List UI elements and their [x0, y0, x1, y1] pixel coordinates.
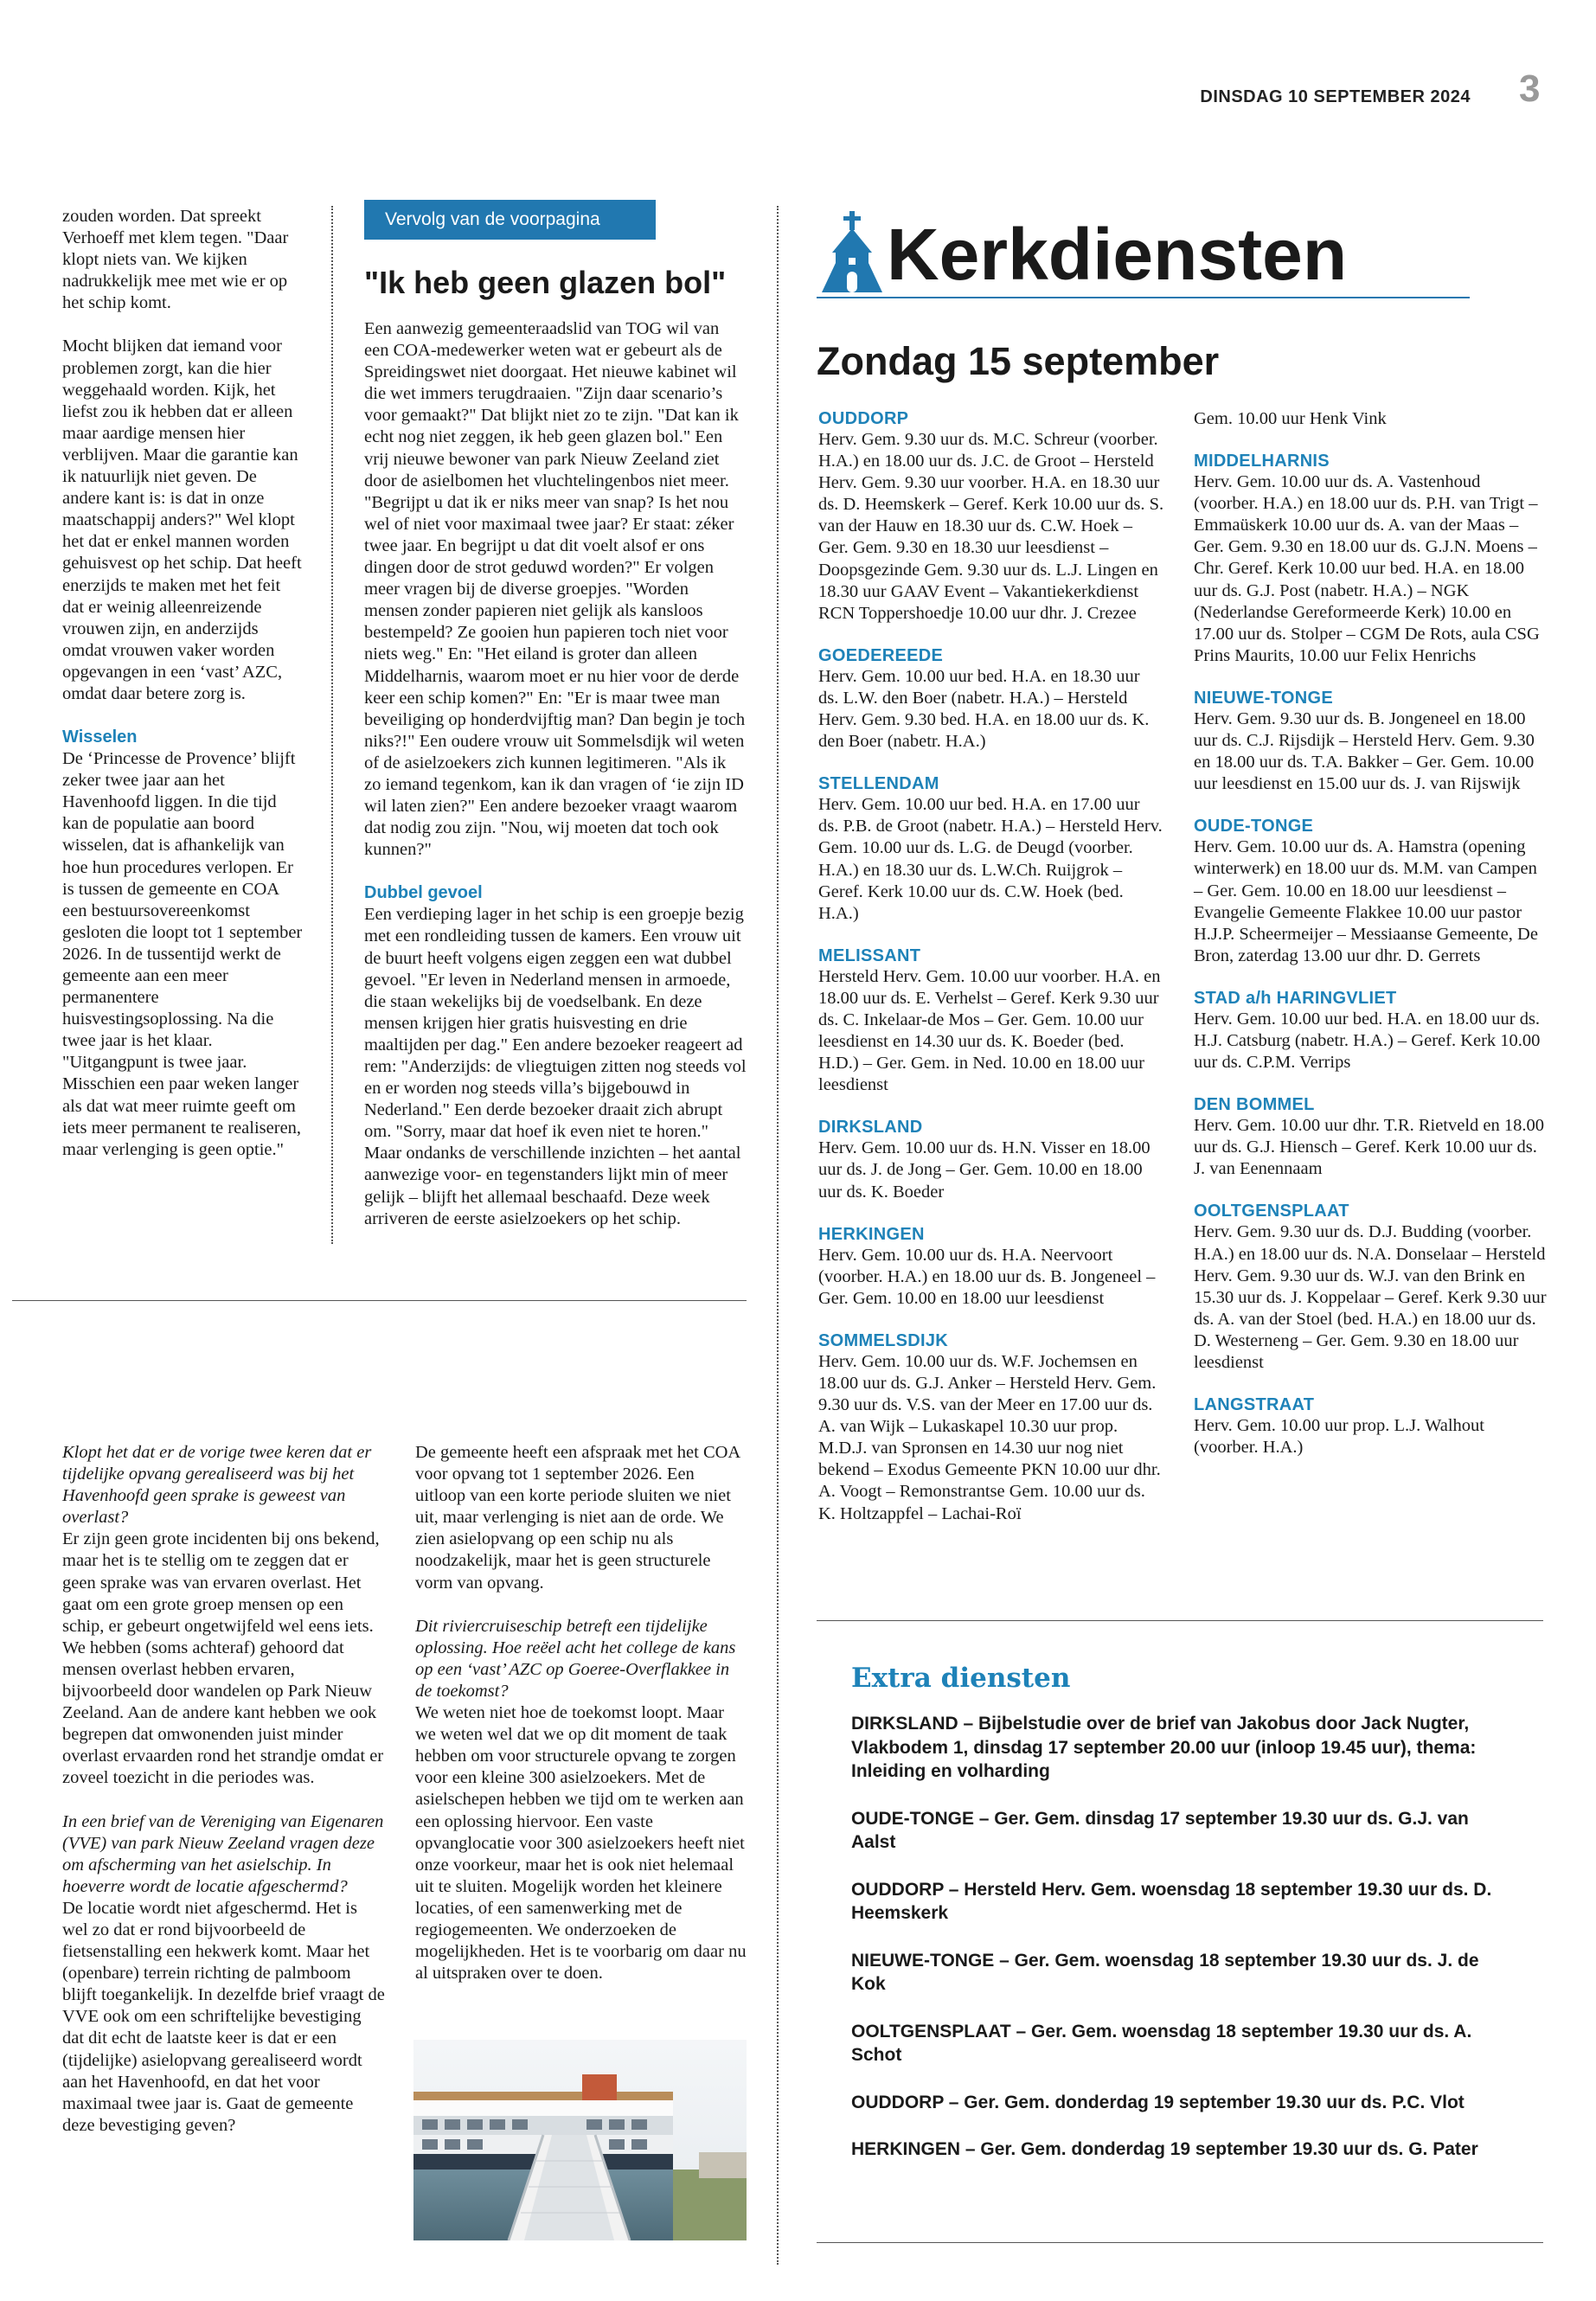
- question: Dit riviercruiseschip betreft een tijdelijke oplossing. Hoe reëel acht het college de kans op een ‘vast’ AZC op Goeree-Overflakkee in de toekomst?: [415, 1616, 736, 1701]
- paragraph: zouden worden. Dat spreekt Verhoeff met klem tegen. "Daar klopt niets van. We kijken nadrukkelijk mee met wie er op het schip komt.: [62, 207, 289, 313]
- service-block: [818, 773, 1164, 925]
- place-name: DEN BOMMEL: [1194, 1095, 1315, 1115]
- place-name: OUDDORP: [818, 409, 909, 428]
- subheading-wisselen: Wisselen: [62, 727, 138, 747]
- service-block: [1194, 688, 1548, 795]
- service-text-continued: Gem. 10.00 uur Henk Vink: [1194, 409, 1387, 428]
- header-date: DINSDAG 10 SEPTEMBER 2024: [1200, 87, 1471, 106]
- answer: Er zijn geen grote incidenten bij ons bekend, maar het is te stellig om te zeggen dat er geen sprake was van ervaren overlast. Het gaat om een grote groep mensen op een schip, er gebeurt ongetwijfeld wel eens iets. We hebben (soms achteraf) gehoord dat mensen overlast hebben ervaren, bijvoorbeeld door wandelen op Park Nieuw Zeeland. Aan de andere kant hebben we ook begrepen dat omwonenden juist minder overlast ervaarden rond het strandje omdat er zoveel toezicht in die periodes was.: [62, 1529, 384, 1788]
- ship-photo-illustration: [413, 2040, 747, 2240]
- service-text: Herv. Gem. 10.00 uur ds. W.F. Jochemsen en 18.00 uur ds. G.J. Anker – Hersteld Herv. Gem. 9.30 uur ds. V.S. van der Meer en 17.00 uur ds. A. van Wijk – Lukaskapel 10.30 uur prop. M.D.J. van Spronsen en 14.30 uur nog niet bekend – Exodus Gemeente PKN 10.00 uur dhr. A. Voogt – Remonstrantse Gem. 10.00 uur ds. K. Holtzappfel – Lachai-Roï: [818, 1351, 1161, 1523]
- article-column-2: [364, 318, 747, 1252]
- service-block: [818, 645, 1164, 753]
- page-number: 3: [1519, 67, 1541, 110]
- service-text: Herv. Gem. 10.00 uur bed. H.A. en 18.30 uur ds. L.W. den Boer (nabetr. H.A.) – Hersteld Herv. Gem. 9.30 bed. H.A. en 18.00 uur ds. K. den Boer (nabetr. H.A.): [818, 666, 1150, 752]
- extra-service-item: OUDE-TONGE – Ger. Gem. dinsdag 17 september 19.30 uur ds. G.J. van Aalst: [851, 1808, 1469, 1852]
- extra-service-item: NIEUWE-TONGE – Ger. Gem. woensdag 18 september 19.30 uur ds. J. de Kok: [851, 1950, 1479, 1994]
- place-name: OUDE-TONGE: [1194, 817, 1314, 836]
- place-name: LANGSTRAAT: [1194, 1395, 1315, 1415]
- extra-service-item: HERKINGEN – Ger. Gem. donderdag 19 september 19.30 uur ds. G. Pater: [851, 2139, 1478, 2159]
- subheading-dubbel-gevoel: Dubbel gevoel: [364, 883, 483, 903]
- service-text: Herv. Gem. 10.00 uur ds. H.A. Neervoort (voorber. H.A.) en 18.00 uur ds. B. Jongeneel – Ger. Gem. 10.00 en 18.00 uur leesdienst: [818, 1245, 1156, 1308]
- ship-photo: [413, 2040, 747, 2240]
- continuation-label: Vervolg van de voorpagina: [364, 200, 656, 240]
- section-divider: [817, 1620, 1543, 1621]
- place-name: STELLENDAM: [818, 774, 939, 794]
- paragraph: Een aanwezig gemeenteraadslid van TOG wil van een COA-medewerker weten wat er gebeurt als de Spreidingswet niet doorgaat. Het nieuwe kabinet wil die wet immers terugdraaien. "Zijn daar scenario’s voor gemaakt?" Dat blijkt niet zo te zijn. "Dat kan ik echt nog niet zeggen, ik heb geen glazen bol." Een vrij nieuwe bewoner van park Nieuw Zeeland ziet door de asielbomen het vluchtelingenbos niet meer. "Begrijpt u dat ik er niks meer van snap? Is het nou wel of niet voor maximaal twee jaar? Er staat: zéker twee jaar. En begrijpt u dat dit voelt alsof er ons dingen door de strot geduwd worden?" Er volgen meer vragen bij de diverse groepjes. "Worden mensen zonder papieren niet gelijk als kansloos bestempeld? Ze gooien hun papieren toch niet voor niets weg." En: "Het eiland is groter dan alleen Middelharnis, waarom moet er nu hier voor de derde keer een schip komen?" En: "Er is maar twee man beveiliging op honderdvijftig man? Dan begin je toch niks?!" Een oudere vrouw uit Sommelsdijk wil weten of de asielzoekers zich kunnen legitimeren. "Als ik zo iemand tegenkom, kan ik dan vragen of ‘ie zijn ID wil laten zien?" Een andere bezoeker vraagt waarom dat nodig zou zijn. "Nou, wij moeten dat toch ook kunnen?": [364, 319, 746, 860]
- service-text: Herv. Gem. 10.00 uur ds. A. Vastenhoud (voorber. H.A.) en 18.00 uur ds. P.H. van Trigt – Emmaüskerk 10.00 uur ds. A. van der Maas – Ger. Gem. 9.30 en 18.00 uur ds. G.J.N. Moens – Chr. Geref. Kerk 10.00 uur bed. H.A. en 18.00 uur ds. G.J. Post (nabetr. H.A.) – NGK (Nederlandse Gereformeerde Kerk) 10.00 en 17.00 uur ds. Stolper – CGM De Rots, aula CSG Prins Maurits, 10.00 uur Felix Henrichs: [1194, 472, 1540, 665]
- title-underline: [817, 297, 1470, 298]
- place-name: OOLTGENSPLAAT: [1194, 1202, 1349, 1221]
- service-block: [818, 1117, 1164, 1202]
- service-text: Herv. Gem. 9.30 uur ds. M.C. Schreur (voorber. H.A.) en 18.00 uur ds. J.C. de Groot – Hersteld Herv. Gem. 9.30 uur voorber. H.A. en 18.30 uur ds. D. Heemskerk – Geref. Kerk 10.00 uur ds. S. van der Hauw en 18.30 uur ds. C.W. Hoek – Ger. Gem. 9.30 en 18.30 uur leesdienst – Doopsgezinde Gem. 9.30 uur ds. L.J. Lingen en 18.30 uur GAAV Event – Vakantiekerkdienst RCN Toppershoedje 10.00 uur dhr. J. Crezee: [818, 430, 1164, 623]
- service-block: [818, 945, 1164, 1097]
- service-block: [1194, 1094, 1548, 1180]
- section-title-kerkdiensten: Kerkdiensten: [887, 214, 1348, 295]
- paragraph: Mocht blijken dat iemand voor problemen zorgt, kan die hier weggehaald worden. Kijk, het liefst zou ik hebben dat er alleen maar aardige mensen hier verblijven. Maar die garantie kan ik natuurlijk niet geven. De andere kant is: is dat in onze maatschappij anders?" Wel klopt het dat er enkel mannen worden gehuisvest op het schip. Dat heeft enerzijds te maken met het feit dat er weinig alleenreizende vrouwen zijn, en anderzijds omdat vrouwen vaker worden opgevangen in een ‘vast’ AZC, omdat daar betere zorg is.: [62, 336, 302, 703]
- extra-service-item: OOLTGENSPLAAT – Ger. Gem. woensdag 18 september 19.30 uur ds. A. Schot: [851, 2021, 1472, 2065]
- service-block: [818, 408, 1164, 625]
- service-block: [1194, 451, 1548, 667]
- answer: De gemeente heeft een afspraak met het COA voor opvang tot 1 september 2026. Een uitloop van een korte periode sluiten we niet uit, maar verlenging is niet aan de orde. We zien asielopvang op een schip nu als noodzakelijk, maar het is geen structurele vorm van opvang.: [415, 1443, 740, 1593]
- article-column-1: [62, 206, 306, 1183]
- service-text: Herv. Gem. 10.00 uur prop. L.J. Walhout (voorber. H.A.): [1194, 1416, 1484, 1458]
- paragraph: Een verdieping lager in het schip is een groepje bezig met een rondleiding tussen de kamers. Een vrouw uit de buurt heeft volgens eigen zeggen een wat dubbel gevoel. "Er leven in Nederland mensen in armoede, die staan wekelijks bij de voedselbank. En deze mensen krijgen hier gratis huisvesting en drie maaltijden per dag." Een andere bezoeker reageert ad rem: "Anderzijds: de vliegtuigen zitten nog steeds vol en er worden nog steeds villa’s bijgebouwd in Nederland." Een derde bezoeker draait zich abrupt om. "Sorry, maar dat hoef ik even niet te horen." Maar ondanks de verschillende inzichten – het aantal aanwezige voor- en tegenstanders lijkt min of meer gelijk – blijft het allemaal beschaafd. Deze week arriveren de eerste asielzoekers op het schip.: [364, 905, 747, 1228]
- service-text: Hersteld Herv. Gem. 10.00 uur voorber. H.A. en 18.00 uur ds. E. Verhelst – Geref. Kerk 9.30 uur ds. C. Inkelaar-de Mos – Ger. Gem. 10.00 uur leesdienst en 14.30 uur ds. K. Boeder (bed. H.D.) – Ger. Gem. in Ned. 10.00 en 18.00 uur leesdienst: [818, 966, 1161, 1095]
- place-name: HERKINGEN: [818, 1224, 925, 1244]
- service-text: Herv. Gem. 10.00 uur ds. H.N. Visser en 18.00 uur ds. J. de Jong – Ger. Gem. 10.00 en 18.00 uur ds. K. Boeder: [818, 1138, 1151, 1202]
- church-icon: [822, 209, 884, 296]
- service-text: Herv. Gem. 10.00 uur dhr. T.R. Rietveld en 18.00 uur ds. G.J. Hiensch – Geref. Kerk 10.00 uur ds. J. van Eenennaam: [1194, 1116, 1545, 1179]
- service-block: [1194, 1394, 1548, 1458]
- article-headline: "Ik heb geen glazen bol": [364, 265, 727, 300]
- question: Klopt het dat er de vorige twee keren dat er tijdelijke opvang gerealiseerd was bij het Havenhoofd geen sprake is geweest van overlast?: [62, 1443, 372, 1528]
- section-divider: [12, 1300, 747, 1301]
- question: In een brief van de Vereniging van Eigenaren (VVE) van park Nieuw Zeeland vragen deze om afscherming van het asielschip. In hoeverre wordt de locatie afgeschermd?: [62, 1811, 384, 1896]
- interview-column-1: [62, 1442, 386, 2158]
- answer: De locatie wordt niet afgeschermd. Het is wel zo dat er rond bijvoorbeeld de fietsenstalling een hekwerk komt. Maar het (openbare) terrein richting de palmboom blijft toegankelijk. In dezelfde brief vraagt de VVE ook om een schriftelijke bevestiging dat dit echt de laatste keer is dat er een (tijdelijke) asielopvang gerealiseerd wordt aan het Havenhoofd, en dat het voor maximaal twee jaar is. Gaat de gemeente deze bevestiging geven?: [62, 1898, 385, 2135]
- service-text: Herv. Gem. 10.00 uur bed. H.A. en 17.00 uur ds. P.B. de Groot (nabetr. H.A.) – Hersteld Herv. Gem. 10.00 uur ds. L.G. de Deugd (voorber. H.A.) en 18.30 uur ds. L.W.Ch. Ruijgrok – Geref. Kerk 10.00 uur ds. C.W. Hoek (bed. H.A.): [818, 795, 1163, 923]
- service-text: Herv. Gem. 10.00 uur ds. A. Hamstra (opening winterwerk) en 18.00 uur ds. M.M. van Campen – Ger. Gem. 10.00 en 18.00 uur leesdienst – Evangelie Gemeente Flakkee 10.00 uur pastor H.J.P. Scheermeijer – Messiaanse Gemeente, De Bron, zaterdag 13.00 uur dhr. D. Gerrets: [1194, 837, 1538, 965]
- service-block: [1194, 1201, 1548, 1374]
- place-name: GOEDEREEDE: [818, 645, 944, 665]
- services-column-2: [1194, 408, 1548, 1479]
- service-text: Herv. Gem. 9.30 uur ds. D.J. Budding (voorber. H.A.) en 18.00 uur ds. N.A. Donselaar – Hersteld Herv. Gem. 9.30 uur ds. W.J. van den Brink en 15.30 uur ds. J. Koppelaar – Geref. Kerk 9.30 uur ds. A. van der Stoel (bed. H.A.) en 18.00 uur ds. D. Westerneng – Ger. Gem. 9.30 en 18.00 uur leesdienst: [1194, 1222, 1547, 1372]
- interview-column-2: [415, 1442, 747, 2006]
- extra-services-list: [851, 1712, 1509, 2185]
- service-block: [818, 1330, 1164, 1525]
- extra-service-item: OUDDORP – Ger. Gem. donderdag 19 september 19.30 uur ds. P.C. Vlot: [851, 2092, 1465, 2112]
- place-name: NIEUWE-TONGE: [1194, 688, 1334, 708]
- service-date: Zondag 15 september: [817, 339, 1220, 383]
- column-divider: [777, 206, 779, 2265]
- services-column-1: [818, 408, 1164, 1546]
- service-block: [818, 1224, 1164, 1310]
- extra-service-item: DIRKSLAND – Bijbelstudie over de brief van Jakobus door Jack Nugter, Vlakbodem 1, dinsdag 17 september 20.00 uur (inloop 19.45 uur), thema: Inleiding en volharding: [851, 1714, 1477, 1781]
- place-name: STAD a/h HARINGVLIET: [1194, 988, 1397, 1008]
- section-divider: [817, 2242, 1543, 2243]
- service-block: [1194, 816, 1548, 967]
- service-block: [1194, 988, 1548, 1074]
- place-name: SOMMELSDIJK: [818, 1330, 948, 1350]
- answer: We weten niet hoe de toekomst loopt. Maar we weten wel dat we op dit moment de taak hebben om voor structurele opvang te zorgen voor een kleine 300 asielzoekers. Met de asielschepen hebben we tijd om te werken aan een oplossing hiervoor. Een vaste opvanglocatie voor 300 asielzoekers heeft niet onze voorkeur, maar het is ook niet helemaal uit te sluiten. Mogelijk worden het kleinere locaties, of een samenwerking met de regiogemeenten. We onderzoeken de mogelijkheden. Het is te voorbarig om daar nu al uitspraken over te doen.: [415, 1703, 747, 1984]
- column-divider: [331, 206, 333, 1244]
- place-name: DIRKSLAND: [818, 1118, 923, 1138]
- paragraph: De ‘Princesse de Provence’ blijft zeker twee jaar aan het Havenhoofd liggen. In die tijd kan de populatie aan boord wisselen, dat is afhankelijk van hoe hun procedures verlopen. Er is tussen de gemeente en COA een bestuursovereenkomst gesloten die loopt tot 1 september 2026. In de tussentijd werkt de gemeente aan een meer permanentere huisvestingsoplossing. Na die twee jaar is het klaar. "Uitgangpunt is twee jaar. Misschien een paar weken langer als dat wat meer ruimte geeft om iets meer permanent te realiseren, maar verlenging is geen optie.": [62, 749, 303, 1159]
- place-name: MELISSANT: [818, 945, 921, 965]
- extra-services-title: Extra diensten: [851, 1663, 1071, 1694]
- service-text: Herv. Gem. 10.00 uur bed. H.A. en 18.00 uur ds. H.J. Catsburg (nabetr. H.A.) – Geref. Kerk 10.00 uur ds. C.P.M. Verrips: [1194, 1009, 1541, 1073]
- place-name: MIDDELHARNIS: [1194, 452, 1330, 471]
- service-text: Herv. Gem. 9.30 uur ds. B. Jongeneel en 18.00 uur ds. C.J. Rijsdijk – Hersteld Herv. Gem. 9.30 en 18.00 uur ds. T.A. Bakker – Ger. Gem. 10.00 uur leesdienst en 15.00 uur ds. J. van Rijswijk: [1194, 708, 1535, 794]
- extra-service-item: OUDDORP – Hersteld Herv. Gem. woensdag 18 september 19.30 uur ds. D. Heemskerk: [851, 1879, 1492, 1923]
